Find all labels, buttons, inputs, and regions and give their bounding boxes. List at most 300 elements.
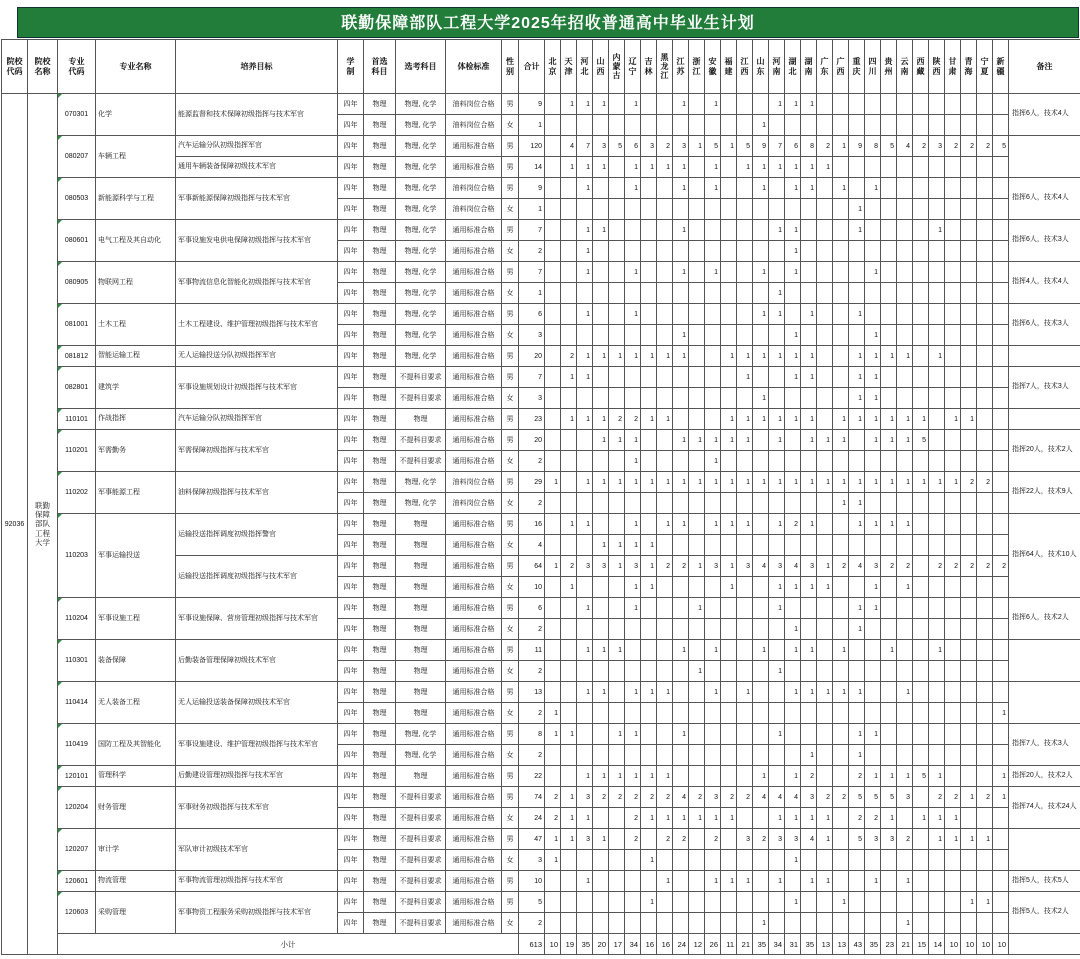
quota-cell-西藏 [913,598,929,619]
quota-cell-黑龙江 [657,325,673,346]
elective-subject-cell: 物理 [396,598,446,619]
quota-cell-黑龙江: 2 [657,787,673,808]
quota-cell-宁夏 [977,808,993,829]
quota-cell-四川 [865,892,881,913]
quota-cell-山东 [753,682,769,703]
quota-cell-广西: 1 [833,409,849,430]
quota-cell-重庆 [849,535,865,556]
quota-cell-陕西: 1 [929,346,945,367]
quota-cell-陕西: 3 [929,136,945,157]
quota-cell-江苏 [673,682,689,703]
quota-cell-天津 [561,640,577,661]
quota-cell-河南 [769,241,785,262]
quota-cell-浙江 [689,241,705,262]
quota-cell-山西 [593,850,609,871]
quota-cell-北京 [545,241,561,262]
quota-cell-西藏 [913,661,929,682]
quota-cell-黑龙江: 1 [657,766,673,787]
quota-cell-吉林: 2 [641,787,657,808]
elective-subject-cell: 不提科目要求 [396,913,446,934]
quota-cell-广西 [833,199,849,220]
physical-standard-cell: 通用标准合格 [446,682,502,703]
quota-cell-陕西 [929,535,945,556]
quota-cell-河北: 1 [577,640,593,661]
quota-cell-山东 [753,325,769,346]
gender-cell: 男 [502,346,519,367]
quota-cell-宁夏 [977,619,993,640]
remark-cell: 指挥4人，技术4人 [1009,262,1080,304]
col-header-8: 体检标准 [446,40,502,94]
quota-cell-浙江: 1 [689,556,705,577]
quota-cell-黑龙江 [657,703,673,724]
quota-cell-广西 [833,913,849,934]
quota-cell-吉林 [641,871,657,892]
quota-cell-甘肃 [945,157,961,178]
quota-cell-陕西 [929,94,945,115]
quota-cell-云南 [897,535,913,556]
training-goal-cell: 汽车运输分队初级指挥军官 [176,136,338,157]
quota-cell-浙江 [689,325,705,346]
page-title: 联勤保障部队工程大学2025年招收普通高中毕业生计划 [17,7,1079,38]
quota-cell-安徽 [705,892,721,913]
row-total-cell: 20 [519,346,545,367]
quota-cell-江西 [737,304,753,325]
col-header-4: 培养目标 [176,40,338,94]
quota-cell-湖北 [785,430,801,451]
quota-cell-黑龙江 [657,220,673,241]
quota-cell-新疆 [993,682,1009,703]
quota-cell-广东 [817,262,833,283]
quota-cell-福建 [721,913,737,934]
quota-cell-江西 [737,220,753,241]
training-goal-cell: 能源监督和技术保障初级指挥与技术军官 [176,94,338,136]
duration-cell: 四年 [338,325,364,346]
quota-cell-重庆: 5 [849,829,865,850]
quota-cell-青海 [961,283,977,304]
quota-cell-广东: 1 [817,157,833,178]
quota-cell-西藏 [913,640,929,661]
gender-cell: 男 [502,304,519,325]
quota-cell-黑龙江 [657,892,673,913]
training-goal-cell: 军事财务初级指挥与技术军官 [176,787,338,829]
quota-cell-重庆: 1 [849,388,865,409]
duration-cell: 四年 [338,640,364,661]
quota-cell-湖南: 8 [801,136,817,157]
quota-cell-浙江 [689,367,705,388]
gender-cell: 女 [502,115,519,136]
quota-cell-江苏 [673,493,689,514]
quota-cell-西藏: 2 [913,136,929,157]
quota-cell-湖北 [785,598,801,619]
col-header-3: 专业名称 [96,40,176,94]
row-total-cell: 120 [519,136,545,157]
quota-cell-西藏 [913,682,929,703]
quota-cell-西藏: 5 [913,430,929,451]
training-goal-cell: 汽车运输分队初级指挥军官 [176,409,338,430]
quota-cell-辽宁 [625,115,641,136]
quota-cell-新疆 [993,325,1009,346]
quota-cell-新疆: 5 [993,136,1009,157]
quota-cell-陕西 [929,682,945,703]
quota-cell-湖北: 4 [785,787,801,808]
remark-cell: 指挥20人，技术2人 [1009,766,1080,787]
quota-cell-山西 [593,598,609,619]
training-goal-cell: 后勤建设管理初级指挥与技术军官 [176,766,338,787]
row-total-cell: 2 [519,661,545,682]
quota-cell-河南: 1 [769,157,785,178]
quota-cell-甘肃 [945,640,961,661]
quota-cell-西藏 [913,724,929,745]
quota-cell-湖南: 1 [801,304,817,325]
first-subject-cell: 物理 [364,640,396,661]
major-code-cell: 110101 [58,409,96,430]
quota-cell-辽宁 [625,745,641,766]
quota-cell-河北: 1 [577,262,593,283]
quota-cell-山西 [593,241,609,262]
quota-cell-北京 [545,661,561,682]
physical-standard-cell: 通用标准合格 [446,283,502,304]
quota-cell-青海 [961,871,977,892]
quota-cell-辽宁 [625,619,641,640]
quota-cell-辽宁: 1 [625,346,641,367]
quota-cell-湖北 [785,388,801,409]
elective-subject-cell: 不提科目要求 [396,850,446,871]
quota-cell-西藏 [913,115,929,136]
col-header-province-江苏: 江 苏 [673,40,689,94]
physical-standard-cell: 通用标准合格 [446,535,502,556]
physical-standard-cell: 通用标准合格 [446,388,502,409]
duration-cell: 四年 [338,787,364,808]
quota-cell-青海 [961,304,977,325]
quota-cell-辽宁: 1 [625,514,641,535]
quota-cell-西藏 [913,892,929,913]
remark-cell: 指挥6人，技术4人 [1009,178,1080,220]
quota-cell-福建 [721,388,737,409]
quota-cell-宁夏 [977,157,993,178]
quota-cell-安徽: 1 [705,808,721,829]
quota-cell-安徽 [705,115,721,136]
major-code-cell: 081001 [58,304,96,346]
elective-subject-cell: 物理, 化学 [396,115,446,136]
quota-cell-河北 [577,913,593,934]
quota-cell-贵州: 5 [881,136,897,157]
quota-cell-重庆 [849,871,865,892]
first-subject-cell: 物理 [364,430,396,451]
elective-subject-cell: 物理, 化学 [396,283,446,304]
duration-cell: 四年 [338,619,364,640]
major-code-cell: 080905 [58,262,96,304]
subtotal-cell-北京: 10 [545,934,561,955]
quota-cell-重庆: 1 [849,598,865,619]
quota-cell-四川 [865,115,881,136]
quota-cell-宁夏: 2 [977,136,993,157]
quota-cell-云南 [897,451,913,472]
col-header-province-吉林: 吉 林 [641,40,657,94]
gender-cell: 女 [502,199,519,220]
training-goal-cell: 军需保障初级指挥与技术军官 [176,430,338,472]
quota-cell-河南 [769,640,785,661]
quota-cell-重庆 [849,661,865,682]
quota-cell-天津 [561,598,577,619]
quota-cell-河南: 1 [769,598,785,619]
quota-cell-浙江: 1 [689,472,705,493]
quota-cell-广西 [833,766,849,787]
quota-cell-安徽 [705,493,721,514]
quota-cell-浙江 [689,619,705,640]
quota-cell-浙江 [689,703,705,724]
subtotal-cell-福建: 11 [721,934,737,955]
quota-cell-北京 [545,451,561,472]
quota-cell-青海 [961,115,977,136]
quota-cell-宁夏 [977,388,993,409]
quota-cell-新疆 [993,535,1009,556]
quota-cell-江西: 1 [737,346,753,367]
quota-cell-青海 [961,598,977,619]
duration-cell: 四年 [338,892,364,913]
quota-cell-辽宁: 1 [625,178,641,199]
quota-cell-青海: 1 [961,787,977,808]
quota-cell-福建 [721,367,737,388]
quota-cell-湖北: 1 [785,892,801,913]
duration-cell: 四年 [338,577,364,598]
quota-cell-广东 [817,388,833,409]
quota-cell-四川: 1 [865,346,881,367]
quota-cell-湖南: 1 [801,367,817,388]
quota-cell-新疆 [993,388,1009,409]
physical-standard-cell: 通用标准合格 [446,577,502,598]
gender-cell: 女 [502,493,519,514]
major-code-cell: 082801 [58,367,96,409]
quota-cell-云南 [897,892,913,913]
quota-cell-吉林 [641,262,657,283]
quota-cell-甘肃 [945,199,961,220]
quota-cell-山东 [753,283,769,304]
major-code-cell: 080503 [58,178,96,220]
quota-cell-西藏 [913,241,929,262]
quota-cell-西藏 [913,367,929,388]
quota-cell-福建 [721,619,737,640]
quota-cell-广东 [817,766,833,787]
quota-cell-北京 [545,283,561,304]
first-subject-cell: 物理 [364,283,396,304]
elective-subject-cell: 物理, 化学 [396,493,446,514]
remark-cell [1009,409,1080,430]
quota-cell-陕西 [929,178,945,199]
quota-cell-四川: 8 [865,136,881,157]
quota-cell-浙江 [689,304,705,325]
quota-cell-天津: 1 [561,157,577,178]
quota-cell-湖北: 4 [785,556,801,577]
training-goal-cell: 油料保障初级指挥与技术军官 [176,472,338,514]
quota-cell-福建: 2 [721,787,737,808]
elective-subject-cell: 物理, 化学 [396,136,446,157]
quota-cell-安徽: 1 [705,514,721,535]
quota-cell-河南 [769,892,785,913]
quota-cell-新疆 [993,346,1009,367]
quota-cell-北京 [545,367,561,388]
quota-cell-西藏 [913,535,929,556]
quota-cell-广东: 1 [817,682,833,703]
quota-cell-河南 [769,367,785,388]
quota-cell-山西: 2 [593,787,609,808]
quota-cell-宁夏 [977,766,993,787]
quota-cell-江苏 [673,661,689,682]
quota-cell-河北 [577,850,593,871]
row-total-cell: 23 [519,409,545,430]
quota-cell-河南: 1 [769,661,785,682]
quota-cell-山东: 4 [753,787,769,808]
quota-cell-四川 [865,283,881,304]
quota-cell-内蒙古 [609,157,625,178]
quota-cell-广西: 2 [833,556,849,577]
quota-cell-新疆 [993,745,1009,766]
quota-cell-辽宁: 6 [625,136,641,157]
quota-cell-湖北 [785,745,801,766]
quota-cell-江西 [737,598,753,619]
quota-cell-广西 [833,829,849,850]
quota-cell-天津 [561,388,577,409]
gender-cell: 男 [502,829,519,850]
quota-cell-山东: 1 [753,304,769,325]
row-total-cell: 29 [519,472,545,493]
quota-cell-安徽: 1 [705,262,721,283]
quota-cell-云南 [897,619,913,640]
quota-cell-江苏: 1 [673,430,689,451]
col-header-province-陕西: 陕 西 [929,40,945,94]
elective-subject-cell: 物理 [396,640,446,661]
quota-cell-重庆 [849,262,865,283]
subtotal-cell-新疆: 10 [993,934,1009,955]
quota-cell-河北: 7 [577,136,593,157]
quota-cell-天津 [561,199,577,220]
quota-cell-山西 [593,808,609,829]
quota-cell-江苏 [673,199,689,220]
duration-cell: 四年 [338,724,364,745]
subtotal-cell-江苏: 24 [673,934,689,955]
quota-cell-河南 [769,619,785,640]
quota-cell-贵州 [881,535,897,556]
elective-subject-cell: 物理, 化学 [396,157,446,178]
quota-cell-重庆 [849,283,865,304]
quota-cell-吉林 [641,661,657,682]
quota-cell-北京 [545,199,561,220]
duration-cell: 四年 [338,451,364,472]
quota-cell-广东 [817,850,833,871]
gender-cell: 女 [502,808,519,829]
quota-cell-贵州: 1 [881,472,897,493]
quota-cell-江苏 [673,409,689,430]
quota-cell-山西 [593,388,609,409]
col-header-9: 性 别 [502,40,519,94]
quota-cell-黑龙江 [657,724,673,745]
quota-cell-江西 [737,640,753,661]
quota-cell-吉林 [641,115,657,136]
quota-cell-安徽: 1 [705,472,721,493]
col-header-1: 院校 名称 [28,40,58,94]
quota-cell-贵州 [881,892,897,913]
quota-cell-广西: 1 [833,472,849,493]
quota-cell-北京 [545,115,561,136]
quota-cell-内蒙古 [609,892,625,913]
quota-cell-宁夏 [977,871,993,892]
quota-cell-山西 [593,661,609,682]
quota-cell-安徽 [705,577,721,598]
quota-cell-陕西 [929,241,945,262]
quota-cell-广东 [817,367,833,388]
quota-cell-四川 [865,535,881,556]
duration-cell: 四年 [338,598,364,619]
quota-cell-安徽 [705,745,721,766]
quota-cell-江苏: 1 [673,220,689,241]
training-goal-cell: 运输投送指挥调度初级指挥与技术军官 [176,556,338,598]
quota-cell-吉林 [641,367,657,388]
quota-cell-宁夏: 1 [977,892,993,913]
quota-cell-江西 [737,808,753,829]
quota-cell-湖南 [801,325,817,346]
quota-cell-安徽 [705,703,721,724]
quota-cell-广东 [817,94,833,115]
major-name-cell: 化学 [96,94,176,136]
quota-cell-云南 [897,325,913,346]
quota-cell-福建: 1 [721,409,737,430]
quota-cell-湖南: 3 [801,787,817,808]
quota-cell-广西 [833,703,849,724]
quota-cell-重庆: 2 [849,766,865,787]
quota-cell-安徽: 3 [705,556,721,577]
quota-cell-青海 [961,514,977,535]
quota-cell-浙江 [689,829,705,850]
quota-cell-云南 [897,493,913,514]
quota-cell-吉林: 3 [641,136,657,157]
quota-cell-福建 [721,325,737,346]
duration-cell: 四年 [338,661,364,682]
quota-cell-河南 [769,766,785,787]
quota-cell-云南 [897,115,913,136]
quota-cell-河北: 1 [577,367,593,388]
quota-cell-天津 [561,535,577,556]
quota-cell-甘肃 [945,766,961,787]
quota-cell-辽宁: 1 [625,724,641,745]
quota-cell-辽宁: 2 [625,808,641,829]
quota-cell-云南: 1 [897,682,913,703]
quota-cell-湖南: 1 [801,157,817,178]
quota-cell-江苏: 1 [673,472,689,493]
quota-cell-广西 [833,661,849,682]
gender-cell: 女 [502,619,519,640]
quota-cell-广西 [833,367,849,388]
quota-cell-云南 [897,262,913,283]
remark-cell [1009,682,1080,724]
quota-cell-湖南: 1 [801,682,817,703]
quota-cell-甘肃: 1 [945,829,961,850]
quota-cell-福建 [721,178,737,199]
quota-cell-陕西 [929,262,945,283]
row-total-cell: 5 [519,892,545,913]
quota-cell-云南 [897,220,913,241]
major-code-cell: 110204 [58,598,96,640]
quota-cell-天津: 2 [561,556,577,577]
quota-cell-安徽 [705,766,721,787]
remark-cell [1009,829,1080,871]
quota-cell-贵州 [881,241,897,262]
quota-cell-新疆 [993,367,1009,388]
quota-cell-浙江 [689,892,705,913]
enrollment-table [1,39,1080,955]
quota-cell-重庆 [849,157,865,178]
quota-cell-天津 [561,682,577,703]
quota-cell-黑龙江: 2 [657,136,673,157]
quota-cell-吉林: 1 [641,472,657,493]
